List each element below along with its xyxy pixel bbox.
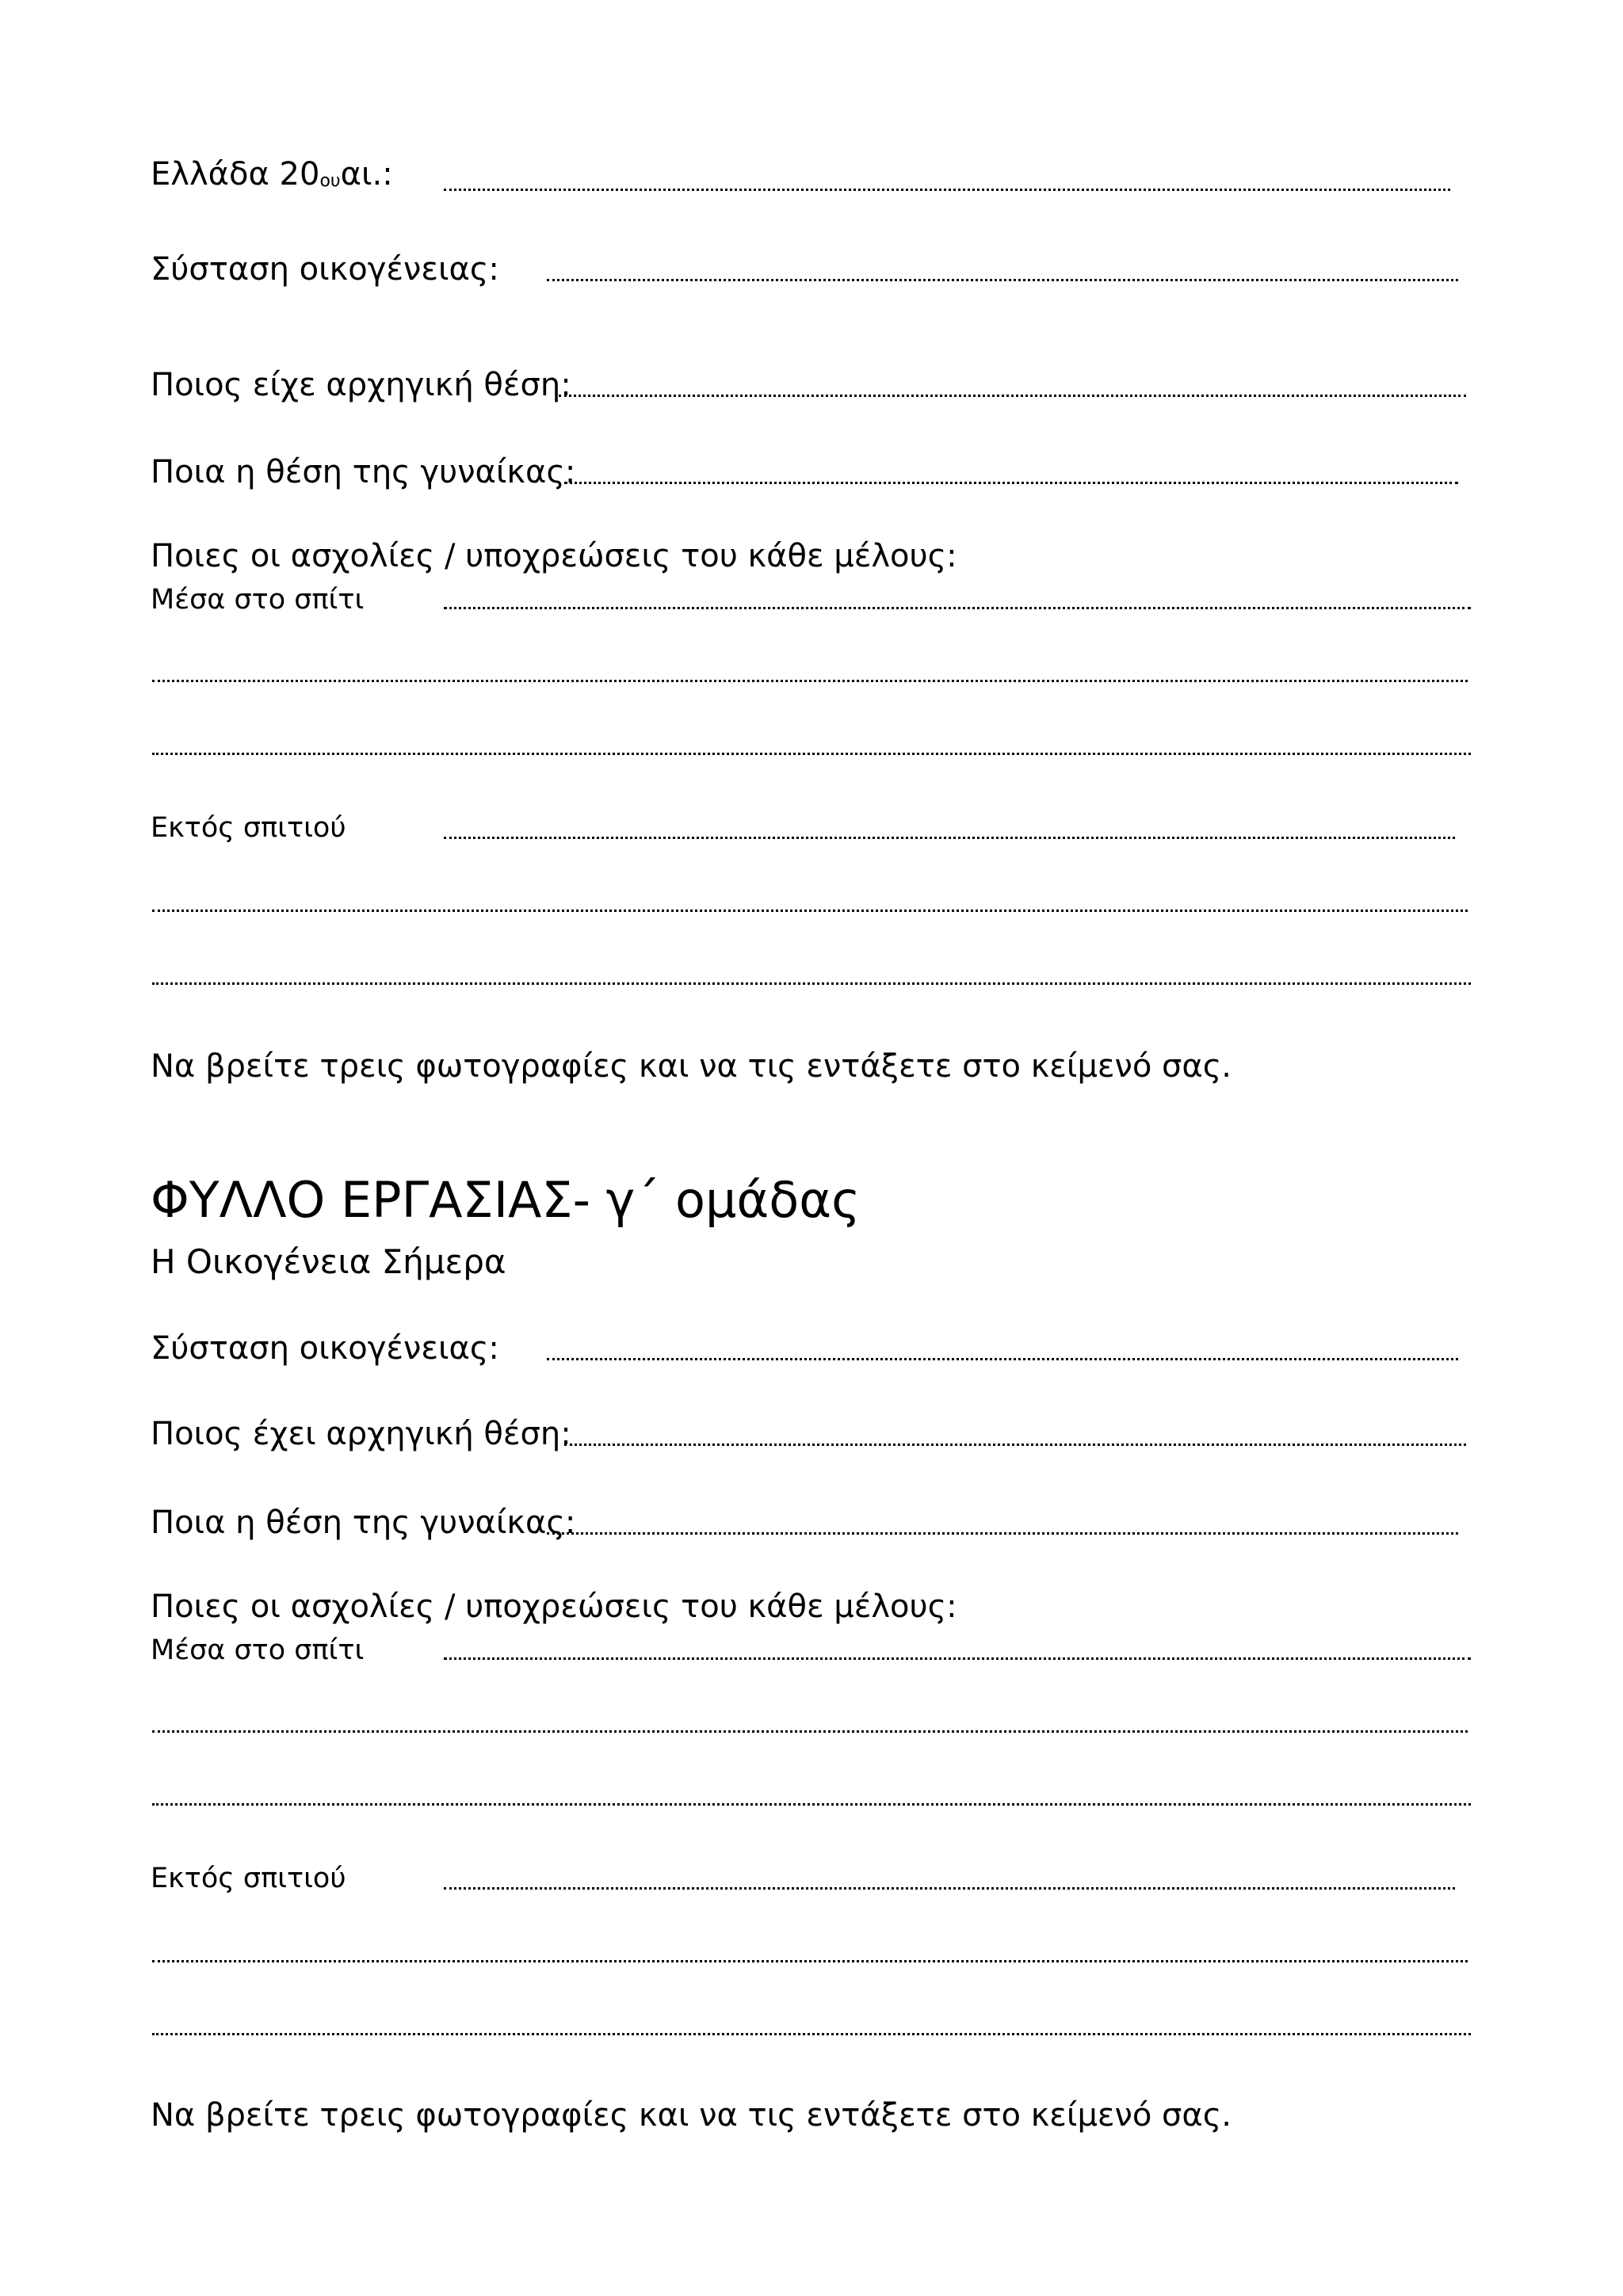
s2-woman-label: Ποια η θέση της γυναίκας: <box>151 1505 576 1541</box>
s2-composition-field[interactable] <box>547 1358 1458 1360</box>
s2-outside-label: Εκτός σπιτιού <box>151 1863 346 1894</box>
s1-head-label: Ποιος είχε αρχηγική θέση: <box>151 367 571 403</box>
s2-outside-field-3[interactable] <box>152 2033 1471 2035</box>
s1-outside-field-2[interactable] <box>152 910 1468 912</box>
era-answer-field[interactable] <box>444 189 1450 191</box>
s2-head-field[interactable] <box>564 1444 1466 1446</box>
s2-outside-field-2[interactable] <box>152 1960 1468 1962</box>
s1-composition-label: Σύσταση οικογένειας: <box>151 251 499 288</box>
section1-heading-prefix: Ελλάδα 20 <box>151 156 320 193</box>
s1-woman-label: Ποια η θέση της γυναίκας: <box>151 454 576 490</box>
s1-inside-field-3[interactable] <box>152 753 1471 755</box>
s2-inside-field-2[interactable] <box>152 1730 1468 1733</box>
s1-inside-field-2[interactable] <box>152 680 1468 682</box>
s1-woman-field[interactable] <box>564 482 1458 484</box>
s2-duties-label: Ποιες οι ασχολίες / υποχρεώσεις του κάθε μέλους: <box>151 1589 957 1625</box>
worksheet-title: ΦΥΛΛΟ ΕΡΓΑΣΙΑΣ- γ΄ ομάδας <box>151 1171 861 1229</box>
section1-heading-sup: ου <box>319 171 341 191</box>
s1-inside-label: Μέσα στο σπίτι <box>151 584 365 616</box>
s2-inside-label: Μέσα στο σπίτι <box>151 1634 365 1666</box>
s1-inside-field-1[interactable] <box>444 607 1471 609</box>
section1-heading <box>151 156 393 193</box>
s2-head-label: Ποιος έχει αρχηγική θέση: <box>151 1416 571 1452</box>
s2-outside-field-1[interactable] <box>444 1887 1455 1890</box>
s1-head-field[interactable] <box>559 395 1466 397</box>
s2-inside-field-1[interactable] <box>444 1657 1471 1660</box>
s2-photos-note: Να βρείτε τρεις φωτογραφίες και να τις εντάξετε στο κείμενό σας. <box>151 2097 1232 2134</box>
s1-outside-label: Εκτός σπιτιού <box>151 812 346 844</box>
worksheet-subtitle: Η Οικογένεια Σήμερα <box>151 1242 506 1281</box>
s2-composition-label: Σύσταση οικογένειας: <box>151 1330 499 1367</box>
s1-composition-field[interactable] <box>547 279 1458 281</box>
section1-heading-suffix: αι.: <box>340 156 393 193</box>
s1-outside-field-1[interactable] <box>444 837 1455 839</box>
s1-outside-field-3[interactable] <box>152 982 1471 985</box>
s1-duties-label: Ποιες οι ασχολίες / υποχρεώσεις του κάθε μέλους: <box>151 538 957 574</box>
s2-woman-field[interactable] <box>547 1532 1458 1535</box>
s2-inside-field-3[interactable] <box>152 1803 1471 1806</box>
s1-photos-note: Να βρείτε τρεις φωτογραφίες και να τις εντάξετε στο κείμενό σας. <box>151 1048 1232 1085</box>
